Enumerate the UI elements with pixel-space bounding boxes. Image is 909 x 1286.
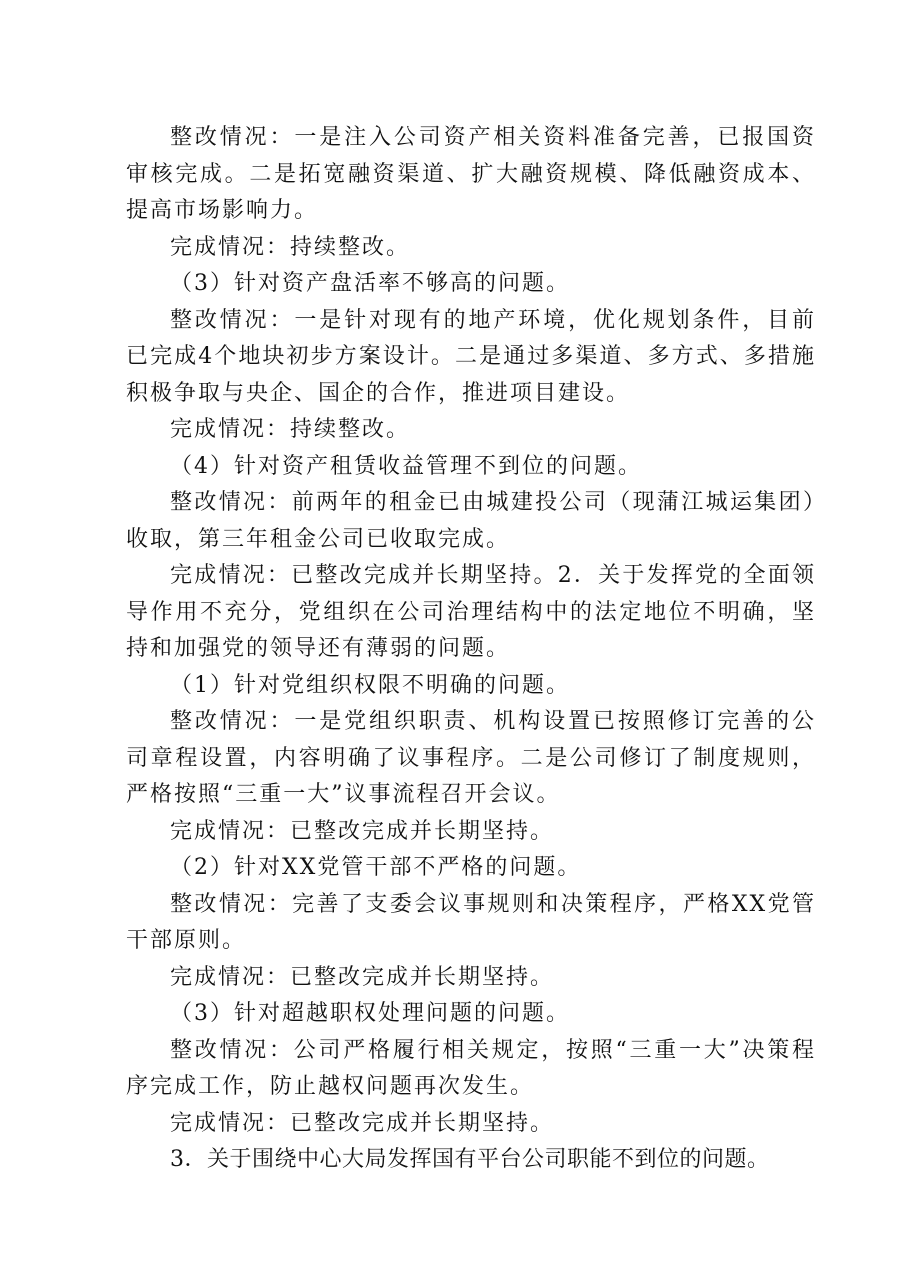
paragraph: 整改情况：前两年的租金已由城建投公司（现蒲江城运集团）收取，第三年租金公司已收取完成。 [126,490,816,552]
paragraph: （4）针对资产租赁收益管理不到位的问题。 [170,453,642,479]
paragraph: 完成情况：持续整改。 [170,417,411,442]
paragraph: （1）针对党组织权限不明确的问题。 [170,672,570,698]
document-body [126,120,816,1179]
paragraph: 整改情况：一是党组织职责、机构设置已按照修订完善的公司章程设置，内容明确了议事程序。二是公司修订了制度规则，严格按照“三重一大”议事流程召开会议。 [126,709,816,807]
paragraph: 完成情况：已整改完成并长期坚持。 [170,818,555,844]
paragraph: （2）针对XX党管干部不严格的问题。 [170,855,582,880]
paragraph: 完成情况：已整改完成并长期坚持。2．关于发挥党的全面领导作用不充分，党组织在公司治理结构中的法定地位不明确，坚持和加强党的领导还有薄弱的问题。 [126,563,816,661]
paragraph: 整改情况：公司严格履行相关规定，按照“三重一大”决策程序完成工作，防止越权问题再次发生。 [126,1037,816,1099]
paragraph: 整改情况：一是针对现有的地产环境，优化规划条件，目前已完成4个地块初步方案设计。二是通过多渠道、多方式、多措施积极争取与央企、国企的合作，推进项目建设。 [126,307,816,406]
paragraph: 完成情况：已整改完成并长期坚持。 [170,1110,555,1136]
paragraph: 完成情况：持续整改。 [170,234,411,260]
paragraph: 3．关于围绕中心大局发挥国有平台公司职能不到位的问题。 [170,1147,770,1172]
paragraph: 整改情况：完善了支委会议事规则和决策程序，严格XX党管干部原则。 [126,891,816,953]
paragraph: （3）针对超越职权处理问题的问题。 [170,1001,570,1026]
paragraph: 整改情况：一是注入公司资产相关资料准备完善，已报国资审核完成。二是拓宽融资渠道、扩大融资规模、降低融资成本、提高市场影响力。 [126,125,816,223]
paragraph: 完成情况：已整改完成并长期坚持。 [170,964,555,990]
paragraph: （3）针对资产盘活率不够高的问题。 [170,271,570,296]
